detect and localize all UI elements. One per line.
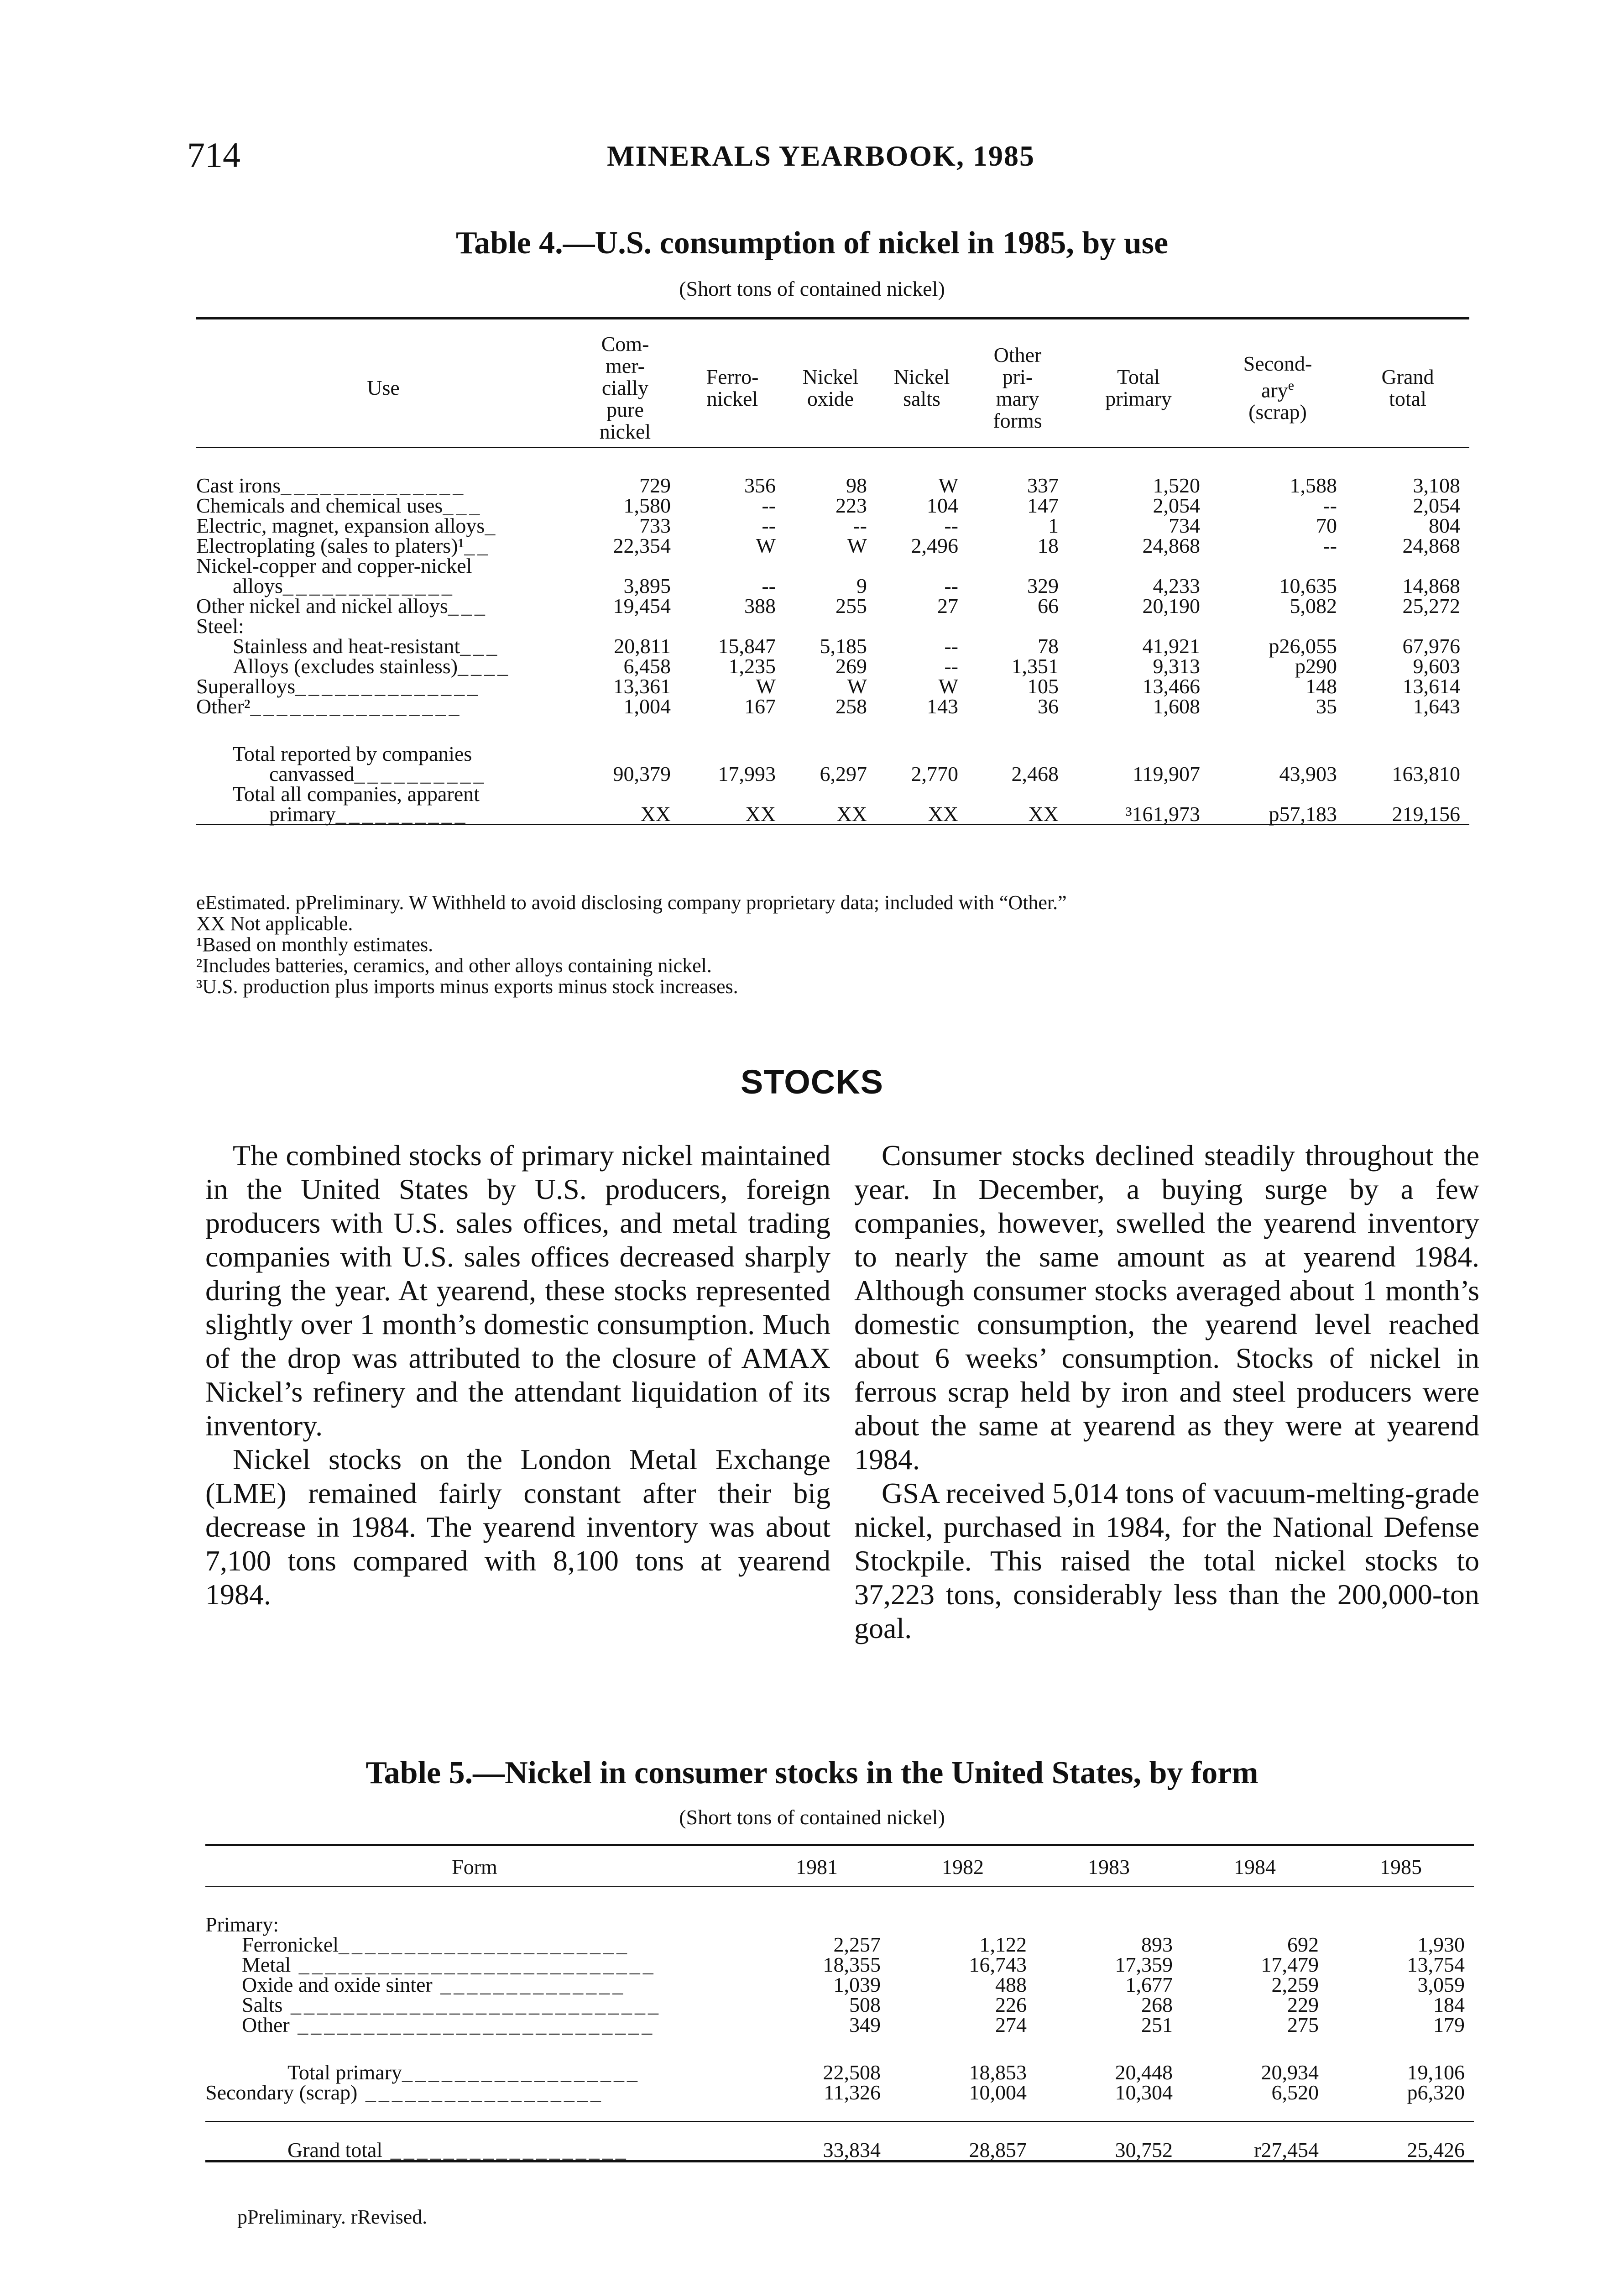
- table4-title: Table 4.—U.S. consumption of nickel in 1985, by use: [455, 225, 1169, 261]
- stocks-right-column: [854, 1139, 1479, 1645]
- dot-leader: ____: [458, 654, 511, 678]
- spacer-cell: [570, 784, 1469, 804]
- cell: [1346, 556, 1469, 576]
- cell: 2,770: [911, 762, 958, 785]
- cell: 20,190: [1142, 594, 1200, 618]
- table4-header-other-primary: Other pri- mary forms: [993, 343, 1042, 432]
- paragraph: GSA received 5,014 tons of vacuum-melting-grade nickel, purchased in 1984, for the National Defense Stockpile. This raised the total nickel stocks to 37,223 tons, considerably less than the 200,000-ton goal.: [854, 1477, 1479, 1644]
- cell: XX: [928, 802, 958, 826]
- cell: [876, 616, 967, 636]
- cell: 508: [849, 1993, 881, 2016]
- dot-leader: __________________: [357, 2081, 604, 2104]
- cell: 337: [1027, 474, 1059, 497]
- cell: 25,272: [1402, 594, 1460, 618]
- cell: [570, 556, 680, 576]
- cell: 13,754: [1407, 1953, 1465, 1976]
- footnote-line: ¹Based on monthly estimates.: [196, 933, 433, 956]
- cell: 18: [1038, 534, 1059, 557]
- table4-header-text: Use: [367, 376, 400, 399]
- cell: 268: [1141, 1993, 1173, 2016]
- table-bottom-rule: [196, 825, 1469, 839]
- cell: 6,297: [820, 762, 867, 785]
- cell: 6,520: [1271, 2081, 1319, 2104]
- cell: 9,313: [1153, 654, 1200, 678]
- dot-leader: __________________: [402, 2061, 640, 2084]
- cell: 269: [835, 654, 867, 678]
- cell: 67,976: [1402, 634, 1460, 658]
- cell: --: [1323, 534, 1337, 557]
- table-row: [196, 784, 1469, 804]
- cell: 229: [1287, 1993, 1319, 2016]
- table-row: [196, 804, 1469, 825]
- cell: 223: [835, 494, 867, 517]
- cell: 893: [1141, 1933, 1173, 1956]
- cell: [967, 616, 1068, 636]
- cell: [1068, 556, 1209, 576]
- cell: W: [938, 675, 958, 698]
- row-label: Alloys (excludes stainless): [233, 654, 458, 678]
- cell: 105: [1027, 675, 1059, 698]
- row-label: Nickel-copper and copper-nickel: [196, 554, 472, 577]
- row-label: Cast irons: [196, 474, 281, 497]
- cell: XX: [836, 802, 867, 826]
- row-label: Electric, magnet, expansion alloys: [196, 514, 485, 537]
- table5-subtitle: (Short tons of contained nickel): [679, 1806, 945, 1829]
- cell: 9: [856, 574, 867, 597]
- table5-header-row: [205, 1845, 1474, 1887]
- cell: 258: [835, 695, 867, 718]
- cell: XX: [745, 802, 776, 826]
- table-row: [205, 1955, 1474, 1975]
- table-row: [196, 676, 1469, 696]
- row-label: Other: [242, 2013, 290, 2036]
- cell: 119,907: [1133, 762, 1200, 785]
- cell: W: [756, 534, 776, 557]
- cell: 14,868: [1402, 574, 1460, 597]
- dot-leader: ______________: [432, 1973, 626, 1996]
- table-row: [196, 448, 1469, 496]
- table-row: [196, 556, 1469, 576]
- cell: 35: [1316, 695, 1337, 718]
- table5-footnote: pPreliminary. rRevised.: [237, 2206, 428, 2228]
- cell: 143: [927, 695, 958, 718]
- cell: 20,448: [1115, 2061, 1173, 2084]
- row-label: Secondary (scrap): [205, 2081, 358, 2104]
- cell: 226: [995, 1993, 1027, 2016]
- cell: 6,458: [623, 654, 671, 678]
- row-label: Steel:: [196, 614, 244, 638]
- dot-leader: ___: [443, 494, 483, 517]
- cell: 2,054: [1153, 494, 1200, 517]
- cell: 17,479: [1261, 1953, 1319, 1976]
- cell: 3,059: [1417, 1973, 1465, 1996]
- cell: 17,359: [1115, 1953, 1173, 1976]
- table5-header-year: 1984: [1234, 1855, 1276, 1879]
- dot-leader: __________: [354, 762, 487, 785]
- cell: 804: [1429, 514, 1460, 537]
- dot-leader: ___________________________: [291, 1953, 656, 1976]
- cell: 5,082: [1290, 594, 1337, 618]
- cell: 36: [1038, 695, 1059, 718]
- table4-header-nickel-salts: Nickel salts: [893, 365, 950, 410]
- cell: --: [762, 514, 776, 537]
- dot-leader: __________: [335, 802, 468, 826]
- cell: 33,834: [823, 2138, 881, 2162]
- cell: 4,233: [1153, 574, 1200, 597]
- table5-header-year: 1985: [1380, 1855, 1422, 1879]
- row-label: Oxide and oxide sinter: [242, 1973, 433, 1996]
- cell: [967, 556, 1068, 576]
- table5-header-year: 1983: [1088, 1855, 1130, 1879]
- cell: 1,235: [728, 654, 776, 678]
- cell: 1,608: [1153, 695, 1200, 718]
- cell: 488: [995, 1973, 1027, 1996]
- table5-header-form: Form: [452, 1855, 497, 1879]
- cell: 25,426: [1407, 2138, 1465, 2162]
- cell: 18,853: [969, 2061, 1027, 2084]
- footnote-line: XX Not applicable.: [196, 912, 353, 935]
- cell: 2,468: [1011, 762, 1059, 785]
- table-row: [205, 2015, 1474, 2035]
- table-row: [196, 616, 1469, 636]
- cell: 22,354: [613, 534, 671, 557]
- cell: p290: [1295, 654, 1337, 678]
- table-row: [205, 2035, 1474, 2083]
- row-label: Grand total: [287, 2138, 383, 2162]
- cell: p6,320: [1407, 2081, 1465, 2104]
- cell: 27: [937, 594, 958, 618]
- row-label: Electroplating (sales to platers)¹: [196, 534, 465, 557]
- cell: 66: [1038, 594, 1059, 618]
- cell: 70: [1316, 514, 1337, 537]
- cell: W: [756, 675, 776, 698]
- cell: 2,054: [1413, 494, 1460, 517]
- cell: 15,847: [718, 634, 776, 658]
- table-row: [205, 2121, 1474, 2162]
- cell: [1209, 556, 1346, 576]
- cell: [876, 556, 967, 576]
- cell: ³161,973: [1125, 802, 1200, 826]
- dot-leader: __________________: [382, 2138, 629, 2162]
- table-spacer: [205, 2103, 1474, 2121]
- footnote-line: eEstimated. pPreliminary. W Withheld to avoid disclosing company proprietary data; included with “Other.”: [196, 891, 1067, 914]
- cell: 388: [744, 594, 776, 618]
- row-label: Primary:: [205, 1913, 279, 1936]
- spacer-cell: [205, 2103, 1474, 2121]
- stocks-left-column: [205, 1139, 830, 1612]
- cell: --: [762, 494, 776, 517]
- cell: 1,351: [1011, 654, 1059, 678]
- row-label: Salts: [242, 1993, 283, 2016]
- cell: 1,122: [979, 1933, 1027, 1956]
- cell: --: [853, 514, 867, 537]
- row-label: canvassed: [269, 762, 355, 785]
- dot-leader: ___________________________: [289, 2013, 655, 2036]
- cell: --: [944, 654, 958, 678]
- table4-header-row: [196, 319, 1469, 448]
- footnote-line: ²Includes batteries, ceramics, and other alloys containing nickel.: [196, 954, 712, 977]
- page-number: 714: [187, 135, 240, 175]
- cell: --: [762, 574, 776, 597]
- cell: 1,677: [1125, 1973, 1173, 1996]
- table-row: [196, 496, 1469, 516]
- table-row: [205, 1975, 1474, 1995]
- cell: --: [944, 514, 958, 537]
- cell: 692: [1287, 1933, 1319, 1956]
- cell: 19,454: [613, 594, 671, 618]
- cell: 13,361: [613, 675, 671, 698]
- cell: r27,454: [1254, 2138, 1319, 2162]
- cell: 275: [1287, 2013, 1319, 2036]
- row-label: Other nickel and nickel alloys: [196, 594, 448, 618]
- cell: 184: [1433, 1993, 1465, 2016]
- cell: 11,326: [824, 2081, 881, 2104]
- cell: 16,743: [969, 1953, 1027, 1976]
- cell: 20,811: [614, 634, 671, 658]
- cell: 90,379: [613, 762, 671, 785]
- table4-header-nickel-oxide: Nickel oxide: [802, 365, 859, 410]
- cell: 41,921: [1142, 634, 1200, 658]
- row-label: Total primary: [287, 2061, 402, 2084]
- cell: W: [938, 474, 958, 497]
- cell: 20,934: [1261, 2061, 1319, 2084]
- dot-leader: _____________: [282, 574, 455, 597]
- dot-leader: _: [485, 514, 498, 537]
- row-label: Total reported by companies: [233, 742, 472, 765]
- cell: 349: [849, 2013, 881, 2036]
- cell: 1,520: [1153, 474, 1200, 497]
- table4-header-use: [196, 319, 570, 448]
- cell: [680, 616, 785, 636]
- cell: [785, 556, 876, 576]
- cell: 43,903: [1279, 762, 1337, 785]
- row-label: alloys: [233, 574, 283, 597]
- cell: 5,185: [820, 634, 867, 658]
- cell: [680, 556, 785, 576]
- spacer-cell: [205, 2162, 1474, 2172]
- cell: 356: [744, 474, 776, 497]
- cell: 78: [1038, 634, 1059, 658]
- cell: [1209, 616, 1346, 636]
- cell: 2,257: [833, 1933, 881, 1956]
- cell: 1,930: [1417, 1933, 1465, 1956]
- table5-header-year: 1981: [796, 1855, 838, 1879]
- row-label: Other²: [196, 695, 251, 718]
- table-row: [196, 656, 1469, 676]
- cell: 13,466: [1142, 675, 1200, 698]
- cell: 13,614: [1402, 675, 1460, 698]
- table-row: [196, 636, 1469, 656]
- table4-notes: [196, 892, 1474, 997]
- cell: 2,259: [1271, 1973, 1319, 1996]
- cell: 734: [1169, 514, 1200, 537]
- table4-header-ferronickel: Ferro- nickel: [706, 365, 759, 410]
- cell: 1,588: [1290, 474, 1337, 497]
- table5: [205, 1844, 1474, 2172]
- cell: 104: [927, 494, 958, 517]
- cell: 10,304: [1115, 2081, 1173, 2104]
- cell: 1,580: [623, 494, 671, 517]
- cell: 22,508: [823, 2061, 881, 2084]
- footnote-line: ³U.S. production plus imports minus exports minus stock increases.: [196, 975, 738, 998]
- table4-header-secondary: Second- ary$^e$ (scrap): [1243, 351, 1312, 424]
- cell: 167: [744, 695, 776, 718]
- row-label: Superalloys: [196, 675, 296, 698]
- cell: --: [944, 634, 958, 658]
- row-label: Total all companies, apparent: [233, 782, 480, 806]
- table-row: [205, 2083, 1474, 2103]
- table4-subtitle: (Short tons of contained nickel): [679, 277, 945, 300]
- cell: 329: [1027, 574, 1059, 597]
- cell: 251: [1141, 2013, 1173, 2036]
- row-label: Ferronickel: [242, 1933, 339, 1956]
- cell: W: [847, 675, 867, 698]
- cell: 3,108: [1413, 474, 1460, 497]
- cell: 729: [639, 474, 671, 497]
- paragraph: The combined stocks of primary nickel maintained in the United States by U.S. producers, foreign producers with U.S. sales offices, and metal trading companies with U.S. sales offices decreased sharply during the year. At yearend, these stocks represented slightly over 1 month’s domestic consumption. Much of the drop was attributed to the closure of AMAX Nickel’s refinery and the attendant liquidation of its inventory.: [205, 1139, 830, 1442]
- cell: 1,039: [833, 1973, 881, 1996]
- cell: 1,004: [623, 695, 671, 718]
- table5-header-year: 1982: [942, 1855, 984, 1879]
- table-row: [196, 576, 1469, 596]
- cell: 10,635: [1279, 574, 1337, 597]
- dot-leader: ________________: [250, 695, 462, 718]
- cell: 179: [1433, 2013, 1465, 2036]
- page-header: [187, 135, 1510, 180]
- cell: 255: [835, 594, 867, 618]
- table-row: [196, 717, 1469, 764]
- cell: 10,004: [969, 2081, 1027, 2104]
- row-label: Chemicals and chemical uses: [196, 494, 443, 517]
- cell: --: [1323, 494, 1337, 517]
- cell: p57,183: [1269, 802, 1337, 826]
- section-heading-stocks: STOCKS: [740, 1063, 884, 1101]
- dot-leader: ______________: [295, 675, 481, 698]
- table-row: [205, 1887, 1474, 1935]
- cell: 2,496: [911, 534, 958, 557]
- dot-leader: ___: [448, 594, 488, 618]
- table-row: [196, 516, 1469, 536]
- cell: [1068, 616, 1209, 636]
- spacer-cell: [196, 825, 1469, 839]
- cell: --: [944, 574, 958, 597]
- cell: 733: [639, 514, 671, 537]
- paragraph: Nickel stocks on the London Metal Exchange (LME) remained fairly constant after their big decrease in 1984. The yearend inventory was about 7,100 tons compared with 8,100 tons at yearend 1984.: [205, 1443, 830, 1611]
- cell: 98: [846, 474, 867, 497]
- spacer-cell: [744, 1887, 1474, 1935]
- table-row: [205, 1935, 1474, 1955]
- cell: 3,895: [623, 574, 671, 597]
- cell: 219,156: [1392, 802, 1460, 826]
- running-head: MINERALS YEARBOOK, 1985: [607, 140, 1035, 172]
- spacer-cell: [570, 717, 1469, 764]
- dot-leader: ___: [460, 634, 500, 658]
- cell: [785, 616, 876, 636]
- cell: W: [847, 534, 867, 557]
- cell: 30,752: [1115, 2138, 1173, 2162]
- table4-header-total-primary: Total primary: [1105, 365, 1172, 410]
- cell: 274: [995, 2013, 1027, 2036]
- table4-header-grand-total: Grand total: [1381, 365, 1434, 410]
- cell: XX: [1028, 802, 1059, 826]
- table-row: [196, 596, 1469, 616]
- cell: 147: [1027, 494, 1059, 517]
- cell: 24,868: [1142, 534, 1200, 557]
- cell: 9,603: [1413, 654, 1460, 678]
- row-label: Stainless and heat-resistant: [233, 634, 460, 658]
- cell: 19,106: [1407, 2061, 1465, 2084]
- table5-title: Table 5.—Nickel in consumer stocks in the United States, by form: [366, 1755, 1258, 1790]
- cell: 163,810: [1392, 762, 1460, 785]
- cell: [570, 616, 680, 636]
- table-bottom-rule: [205, 2162, 1474, 2172]
- table-row: [196, 536, 1469, 556]
- table-row: [196, 764, 1469, 784]
- cell: 1,643: [1413, 695, 1460, 718]
- cell: XX: [640, 802, 671, 826]
- cell: 17,993: [718, 762, 776, 785]
- dot-leader: ______________________: [339, 1933, 630, 1956]
- cell: 148: [1305, 675, 1337, 698]
- cell: [1346, 616, 1469, 636]
- dot-leader: ______________: [281, 474, 466, 497]
- cell: 24,868: [1402, 534, 1460, 557]
- cell: 28,857: [969, 2138, 1027, 2162]
- table-row: [196, 696, 1469, 717]
- row-label: primary: [269, 802, 336, 826]
- table4: [196, 317, 1469, 839]
- cell: 18,355: [823, 1953, 881, 1976]
- table4-header-commercially-pure: Com- mer- cially pure nickel: [599, 332, 651, 443]
- cell: 1: [1048, 514, 1059, 537]
- table-row: [205, 1995, 1474, 2015]
- dot-leader: __: [464, 534, 491, 557]
- dot-leader: ____________________________: [282, 1993, 661, 2016]
- paragraph: Consumer stocks declined steadily throughout the year. In December, a buying surge by a few companies, however, swelled the yearend inventory to nearly the same amount as at yearend 1984. Although consumer stocks averaged about 1 month’s domestic consumption, the yearend level reached about 6 weeks’ consumption. Stocks of nickel in ferrous scrap held by iron and steel producers were about the same at yearend as they were at yearend 1984.: [854, 1139, 1479, 1476]
- row-label: Metal: [242, 1953, 291, 1976]
- cell: p26,055: [1269, 634, 1337, 658]
